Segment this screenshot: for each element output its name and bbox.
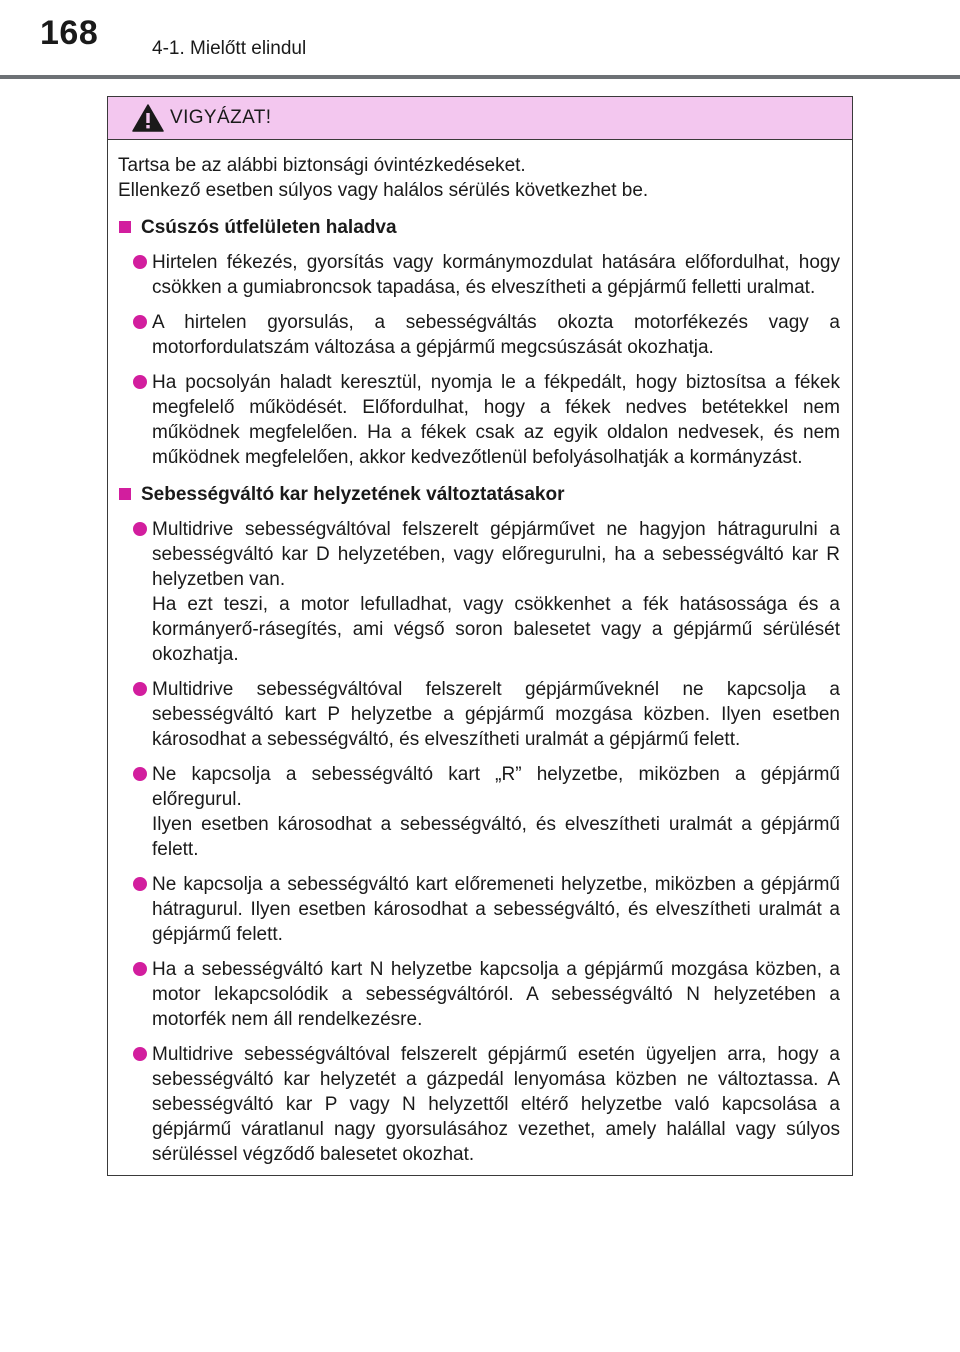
list-item <box>118 1042 840 1167</box>
circle-bullet-icon <box>133 255 147 269</box>
list-item-text: Hirtelen fékezés, gyorsítás vagy kormánymozdulat hatására előfordulhat, hogy csökken a gumiabroncsok tapadása, és elveszítheti a gépjármű felletti uralmat. <box>152 252 840 298</box>
square-bullet-icon <box>119 488 131 500</box>
section-title: 4-1. Mielőtt elindul <box>152 38 307 59</box>
page-header <box>0 0 960 80</box>
list-item-text: A hirtelen gyorsulás, a sebességváltás okozta motorfékezés vagy a motorfordulatszám változása a gépjármű megcsúszását okozhatja. <box>152 312 840 358</box>
caution-body <box>108 140 852 1167</box>
circle-bullet-icon <box>133 767 147 781</box>
list-item-text: Ne kapcsolja a sebességváltó kart „R” helyzetbe, miközben a gépjármű előregurul. <box>152 764 840 810</box>
list-item <box>118 310 840 360</box>
section-gear-lever <box>118 482 840 1167</box>
section-slippery-road <box>118 215 840 470</box>
circle-bullet-icon <box>133 375 147 389</box>
header-rule <box>0 75 960 79</box>
list-item-text: Multidrive sebességváltóval felszerelt gépjárművet ne hagyjon hátragurulni a sebességváltó kar D helyzetében, vagy előregurulni, ha a sebességváltó kar R helyzetben van. <box>152 519 840 590</box>
section-heading-text: Csúszós útfelületen haladva <box>141 217 397 238</box>
list-item-text: Multidrive sebességváltóval felszerelt gépjármű esetén ügyeljen arra, hogy a sebességváltó kar helyzetét a gázpedál lenyomása közben ne változtassa. A sebességváltó kar P vagy N helyzettől eltérő helyzetbe való kapcsolása a gépjármű váratlanul nagy gyorsulásához vezethet, amely halállal vagy súlyos sérüléssel végződő balesetet okozhat. <box>152 1044 840 1165</box>
circle-bullet-icon <box>133 962 147 976</box>
section-heading <box>118 215 840 240</box>
list-item-text: Ne kapcsolja a sebességváltó kart előremeneti helyzetbe, miközben a gépjármű hátragurul. Ilyen esetben károsodhat a sebességváltó, és elveszítheti uralmát a gépjármű felett. <box>152 874 840 945</box>
list-item-text: Ha a sebességváltó kart N helyzetbe kapcsolja a gépjármű mozgása közben, a motor lekapcsolódik a sebességváltóról. A sebességváltó N helyzetében a motorfék nem áll rendelkezésre. <box>152 959 840 1030</box>
list-item <box>118 517 840 667</box>
list-item <box>118 872 840 947</box>
intro-line: Ellenkező esetben súlyos vagy halálos sérülés következhet be. <box>118 180 649 201</box>
list-item-text: Ilyen esetben károsodhat a sebességváltó, és elveszítheti uralmát a gépjármű felett. <box>152 814 840 860</box>
page-number: 168 <box>40 14 99 52</box>
list-item <box>118 957 840 1032</box>
list-item <box>118 370 840 470</box>
list-item-text: Ha pocsolyán haladt keresztül, nyomja le a fékpedált, hogy biztosítsa a fékek megfelelő működését. Előfordulhat, hogy a fékek nedves betétekkel nem működnek megfelelően. Ha a fékek csak az egyik oldalon nedvesek, és nem működnek megfelelően, akkor kedvezőtlenül befolyásolhatják a kormányzást. <box>152 372 840 468</box>
circle-bullet-icon <box>133 877 147 891</box>
warning-triangle-icon <box>132 104 164 132</box>
list-item <box>118 677 840 752</box>
list-item-text: Multidrive sebességváltóval felszerelt gépjárműveknél ne kapcsolja a sebességváltó kart P helyzetbe a gépjármű mozgása közben. Ilyen esetben károsodhat a sebességváltó, és elveszítheti uralmát a gépjármű felett. <box>152 679 840 750</box>
caution-header <box>108 97 852 140</box>
list-item <box>118 250 840 300</box>
circle-bullet-icon <box>133 1047 147 1061</box>
circle-bullet-icon <box>133 522 147 536</box>
list-item-text: Ha ezt teszi, a motor lefulladhat, vagy csökkenhet a fék hatásossága és a kormányerő-rásegítés, ami végső soron balesetet vagy a gépjármű sérülését okozhatja. <box>152 594 840 665</box>
caution-box <box>107 96 853 1176</box>
intro-line: Tartsa be az alábbi biztonsági óvintézkedéseket. <box>118 155 526 176</box>
section-heading-text: Sebességváltó kar helyzetének változtatásakor <box>141 484 565 505</box>
list-item <box>118 762 840 862</box>
caution-title: VIGYÁZAT! <box>170 107 272 128</box>
circle-bullet-icon <box>133 682 147 696</box>
square-bullet-icon <box>119 221 131 233</box>
section-heading <box>118 482 840 507</box>
circle-bullet-icon <box>133 315 147 329</box>
